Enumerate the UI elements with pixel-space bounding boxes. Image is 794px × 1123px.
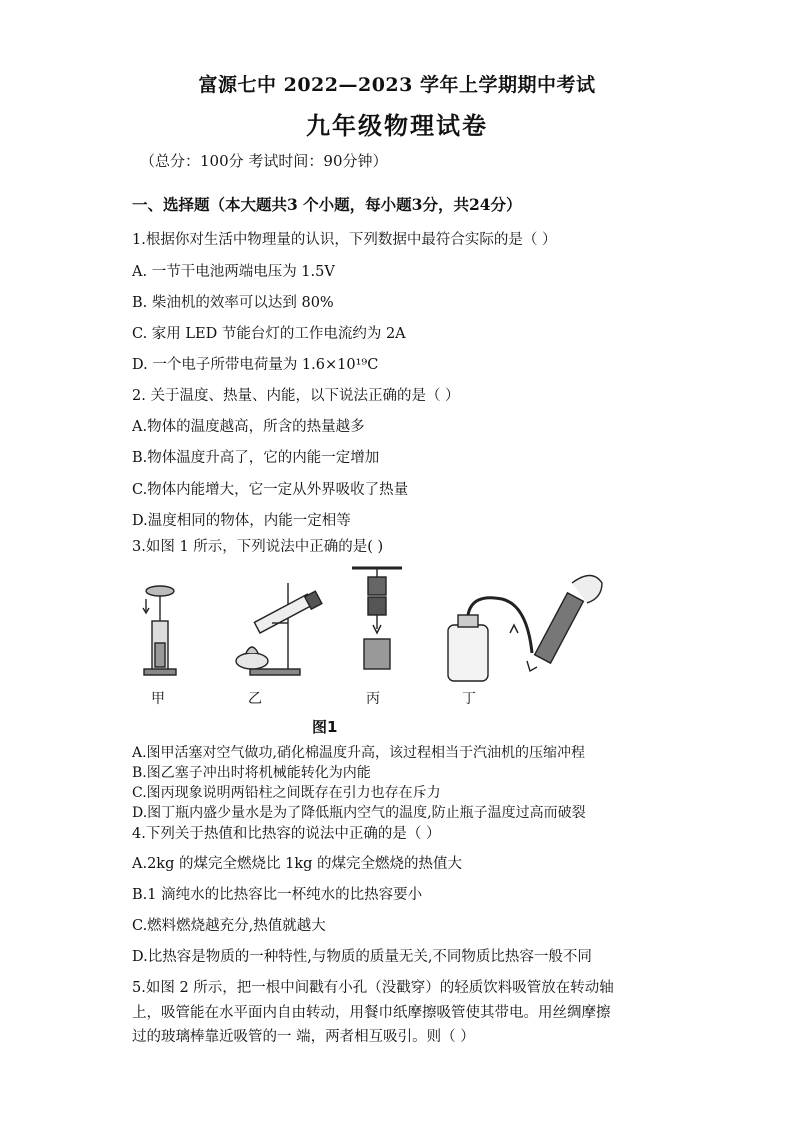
q5-stem-line1: 5.如图 2 所示，把一根中间戳有小孔（没戳穿）的轻质饮料吸管放在转动轴 (132, 980, 614, 996)
q4-option-c: C.燃料燃烧越充分,热值就越大 (132, 918, 326, 934)
figure-label-yi: 乙 (248, 691, 262, 707)
figure-jia-compression-cylinder (143, 586, 176, 675)
q3-stem: 3.如图 1 所示，下列说法中正确的是( ) (132, 539, 384, 555)
exam-info: （总分：100分 考试时间：90分钟） (140, 152, 388, 170)
figure-1-illustration (132, 563, 652, 713)
q3-option-b: B.图乙塞子冲出时将机械能转化为内能 (132, 765, 371, 781)
q1-option-a: A. 一节干电池两端电压为 1.5V (132, 264, 335, 280)
figure-yi-test-tube-stand (236, 583, 322, 675)
q3-option-d: D.图丁瓶内盛少量水是为了降低瓶内空气的温度,防止瓶子温度过高而破裂 (132, 805, 586, 821)
q4-option-d: D.比热容是物质的一种特性,与物质的质量无关,不同物质比热容一般不同 (132, 949, 592, 965)
q3-option-c: C.图丙现象说明两铅柱之间既存在引力也存在斥力 (132, 785, 441, 801)
q2-option-a: A.物体的温度越高，所含的热量越多 (132, 419, 365, 435)
q1-option-d: D. 一个电子所带电荷量为 1.6×10¹⁹C (132, 357, 379, 373)
section-heading: 一、选择题（本大题共3 个小题，每小题3分，共24分） (132, 195, 522, 214)
figure-caption: 图1 (312, 718, 338, 736)
q1-stem: 1.根据你对生活中物理量的认识，下列数据中最符合实际的是（ ） (132, 232, 557, 248)
figure-ding-bottle-pump (448, 576, 602, 682)
q4-option-a: A.2kg 的煤完全燃烧比 1kg 的煤完全燃烧的热值大 (132, 856, 462, 872)
exam-title: 富源七中 2022—2023 学年上学期期中考试 (198, 74, 596, 96)
q2-option-b: B.物体温度升高了，它的内能一定增加 (132, 450, 380, 466)
exam-subtitle: 九年级物理试卷 (306, 111, 488, 140)
q4-option-b: B.1 滴纯水的比热容比一杯纯水的比热容要小 (132, 887, 423, 903)
q1-option-b: B. 柴油机的效率可以达到 80% (132, 295, 334, 311)
figure-label-bing: 丙 (366, 691, 380, 707)
figure-label-jia: 甲 (151, 691, 165, 707)
q4-stem: 4.下列关于热值和比热容的说法中正确的是（ ） (132, 826, 441, 842)
figure-label-ding: 丁 (462, 691, 476, 707)
q3-option-a: A.图甲活塞对空气做功,硝化棉温度升高，该过程相当于汽油机的压缩冲程 (132, 745, 586, 761)
q5-stem-line3: 过的玻璃棒靠近吸管的一 端，两者相互吸引。则（ ） (132, 1029, 475, 1045)
q2-stem: 2. 关于温度、热量、内能，以下说法正确的是（ ） (132, 388, 460, 404)
figure-bing-lead-cylinders (352, 568, 402, 669)
q2-option-c: C.物体内能增大，它一定从外界吸收了热量 (132, 482, 409, 498)
q1-option-c: C. 家用 LED 节能台灯的工作电流约为 2A (132, 326, 406, 342)
q2-option-d: D.温度相同的物体，内能一定相等 (132, 513, 351, 529)
q5-stem-line2: 上，吸管能在水平面内自由转动，用餐巾纸摩擦吸管使其带电。用丝绸摩擦 (132, 1005, 611, 1021)
